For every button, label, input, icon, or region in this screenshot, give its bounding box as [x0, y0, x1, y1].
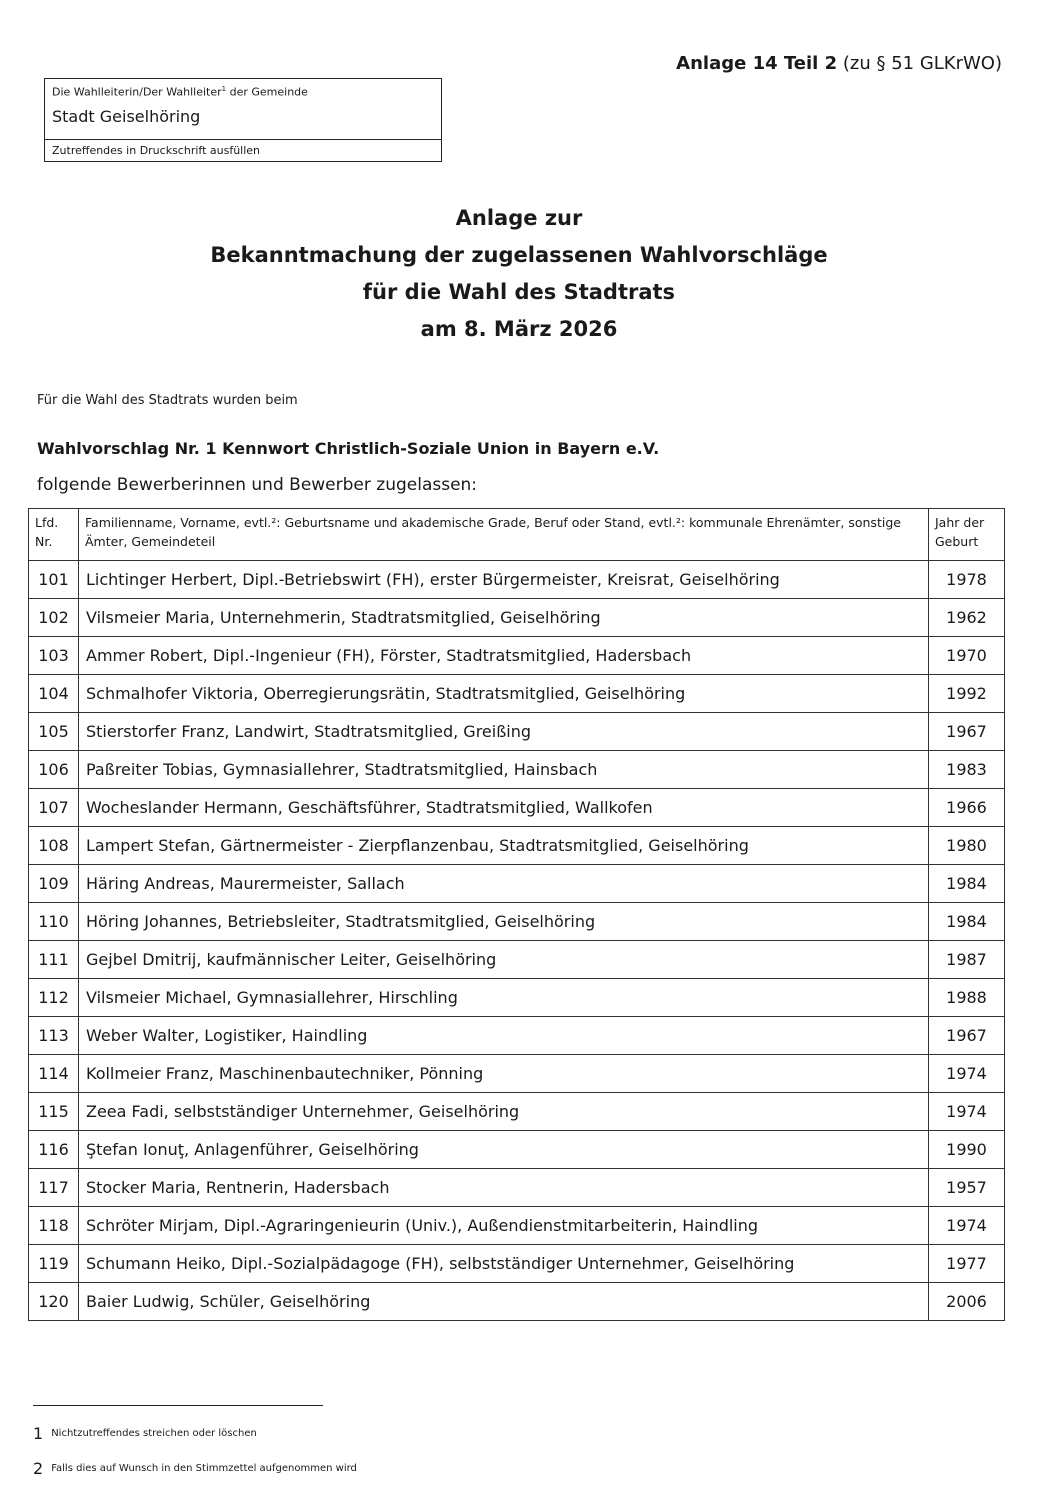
admitted-text: folgende Bewerberinnen und Bewerber zugelassen: [37, 475, 478, 495]
table-row [29, 1093, 1005, 1131]
footnote-1-text: Nichtzutreffendes streichen oder löschen [51, 1428, 257, 1439]
municipality-name: Stadt Geiselhöring [52, 107, 201, 126]
table-row [29, 979, 1005, 1017]
cell-name: Höring Johannes, Betriebsleiter, Stadtratsmitglied, Geiselhöring [79, 903, 929, 941]
table-row [29, 713, 1005, 751]
title-line-1: Anlage zur [455, 206, 583, 230]
cell-year: 1980 [929, 827, 1005, 865]
table-row [29, 675, 1005, 713]
header-name: Familienname, Vorname, evtl.²: Geburtsname und akademische Grade, Beruf oder Stand, evtl.²: kommunale Ehrenämter, sonstige Ämter, Gemeindeteil [79, 509, 929, 561]
cell-nr: 105 [29, 713, 79, 751]
cell-year: 1970 [929, 637, 1005, 675]
intro-text: Für die Wahl des Stadtrats wurden beim [37, 393, 298, 408]
authority-box [44, 78, 442, 162]
cell-name: Stierstorfer Franz, Landwirt, Stadtratsmitglied, Greißing [79, 713, 929, 751]
table-row [29, 941, 1005, 979]
cell-name: Wocheslander Hermann, Geschäftsführer, Stadtratsmitglied, Wallkofen [79, 789, 929, 827]
cell-year: 1974 [929, 1055, 1005, 1093]
cell-nr: 112 [29, 979, 79, 1017]
header-nr: Lfd. Nr. [29, 509, 79, 561]
cell-year: 1987 [929, 941, 1005, 979]
authority-label-text: Die Wahlleiterin/Der Wahlleiter [52, 85, 222, 99]
authority-hint: Zutreffendes in Druckschrift ausfüllen [45, 139, 441, 163]
cell-year: 1988 [929, 979, 1005, 1017]
cell-nr: 118 [29, 1207, 79, 1245]
cell-name: Schumann Heiko, Dipl.-Sozialpädagoge (FH), selbstständiger Unternehmer, Geiselhöring [79, 1245, 929, 1283]
footnote-1-number: 1 [33, 1424, 44, 1443]
table-row [29, 827, 1005, 865]
cell-year: 1962 [929, 599, 1005, 637]
cell-nr: 113 [29, 1017, 79, 1055]
cell-nr: 117 [29, 1169, 79, 1207]
cell-nr: 101 [29, 561, 79, 599]
table-row [29, 865, 1005, 903]
cell-year: 1967 [929, 1017, 1005, 1055]
table-row [29, 1055, 1005, 1093]
table-row [29, 751, 1005, 789]
cell-nr: 120 [29, 1283, 79, 1321]
cell-year: 1974 [929, 1093, 1005, 1131]
authority-label-tail: der Gemeinde [229, 85, 308, 99]
cell-year: 1967 [929, 713, 1005, 751]
cell-nr: 119 [29, 1245, 79, 1283]
footnote-2-text: Falls dies auf Wunsch in den Stimmzettel aufgenommen wird [51, 1463, 357, 1474]
cell-name: Weber Walter, Logistiker, Haindling [79, 1017, 929, 1055]
table-row [29, 637, 1005, 675]
table-row [29, 1245, 1005, 1283]
footnote-divider [33, 1405, 323, 1406]
footnote-1 [33, 1424, 257, 1443]
cell-year: 1992 [929, 675, 1005, 713]
table-row [29, 1207, 1005, 1245]
cell-nr: 104 [29, 675, 79, 713]
cell-name: Schröter Mirjam, Dipl.-Agraringenieurin (Univ.), Außendienstmitarbeiterin, Haindling [79, 1207, 929, 1245]
cell-nr: 116 [29, 1131, 79, 1169]
candidate-table-body [29, 561, 1005, 1321]
cell-name: Häring Andreas, Maurermeister, Sallach [79, 865, 929, 903]
cell-nr: 111 [29, 941, 79, 979]
cell-year: 1957 [929, 1169, 1005, 1207]
cell-name: Stocker Maria, Rentnerin, Hadersbach [79, 1169, 929, 1207]
cell-name: Kollmeier Franz, Maschinenbautechniker, Pönning [79, 1055, 929, 1093]
cell-year: 1983 [929, 751, 1005, 789]
table-row [29, 561, 1005, 599]
cell-name: Zeea Fadi, selbstständiger Unternehmer, Geiselhöring [79, 1093, 929, 1131]
cell-name: Lichtinger Herbert, Dipl.-Betriebswirt (FH), erster Bürgermeister, Kreisrat, Geiselhöring [79, 561, 929, 599]
cell-nr: 114 [29, 1055, 79, 1093]
cell-year: 2006 [929, 1283, 1005, 1321]
cell-name: Ştefan Ionuţ, Anlagenführer, Geiselhöring [79, 1131, 929, 1169]
cell-nr: 107 [29, 789, 79, 827]
cell-year: 1977 [929, 1245, 1005, 1283]
cell-year: 1978 [929, 561, 1005, 599]
cell-nr: 102 [29, 599, 79, 637]
annex-reference [676, 53, 1002, 74]
cell-year: 1984 [929, 865, 1005, 903]
authority-label-footnote-ref: 1 [221, 85, 227, 93]
cell-nr: 103 [29, 637, 79, 675]
table-row [29, 789, 1005, 827]
table-row [29, 1169, 1005, 1207]
proposal-heading: Wahlvorschlag Nr. 1 Kennwort Christlich-Soziale Union in Bayern e.V. [37, 439, 660, 458]
cell-nr: 108 [29, 827, 79, 865]
table-header-row [29, 509, 1005, 561]
footnote-2 [33, 1459, 357, 1478]
table-row [29, 1283, 1005, 1321]
cell-year: 1990 [929, 1131, 1005, 1169]
cell-name: Vilsmeier Maria, Unternehmerin, Stadtratsmitglied, Geiselhöring [79, 599, 929, 637]
cell-nr: 115 [29, 1093, 79, 1131]
table-row [29, 1017, 1005, 1055]
cell-name: Baier Ludwig, Schüler, Geiselhöring [79, 1283, 929, 1321]
header-year: Jahr der Geburt [929, 509, 1005, 561]
cell-year: 1966 [929, 789, 1005, 827]
title-line-2: Bekanntmachung der zugelassenen Wahlvorschläge [210, 243, 828, 267]
title-line-3: für die Wahl des Stadtrats [362, 280, 676, 304]
candidate-table [28, 508, 1005, 1321]
cell-nr: 106 [29, 751, 79, 789]
cell-name: Ammer Robert, Dipl.-Ingenieur (FH), Förster, Stadtratsmitglied, Hadersbach [79, 637, 929, 675]
document-title [0, 200, 1038, 348]
authority-label [52, 85, 308, 99]
cell-nr: 109 [29, 865, 79, 903]
footnote-2-number: 2 [33, 1459, 44, 1478]
cell-name: Lampert Stefan, Gärtnermeister - Zierpflanzenbau, Stadtratsmitglied, Geiselhöring [79, 827, 929, 865]
cell-name: Gejbel Dmitrij, kaufmännischer Leiter, Geiselhöring [79, 941, 929, 979]
title-line-4: am 8. März 2026 [420, 317, 618, 341]
table-row [29, 1131, 1005, 1169]
cell-name: Schmalhofer Viktoria, Oberregierungsrätin, Stadtratsmitglied, Geiselhöring [79, 675, 929, 713]
cell-name: Vilsmeier Michael, Gymnasiallehrer, Hirschling [79, 979, 929, 1017]
cell-year: 1974 [929, 1207, 1005, 1245]
table-row [29, 903, 1005, 941]
cell-name: Paßreiter Tobias, Gymnasiallehrer, Stadtratsmitglied, Hainsbach [79, 751, 929, 789]
table-row [29, 599, 1005, 637]
annex-reference-paragraph: (zu § 51 GLKrWO) [842, 53, 1002, 74]
annex-reference-bold: Anlage 14 Teil 2 [676, 53, 838, 74]
cell-nr: 110 [29, 903, 79, 941]
cell-year: 1984 [929, 903, 1005, 941]
